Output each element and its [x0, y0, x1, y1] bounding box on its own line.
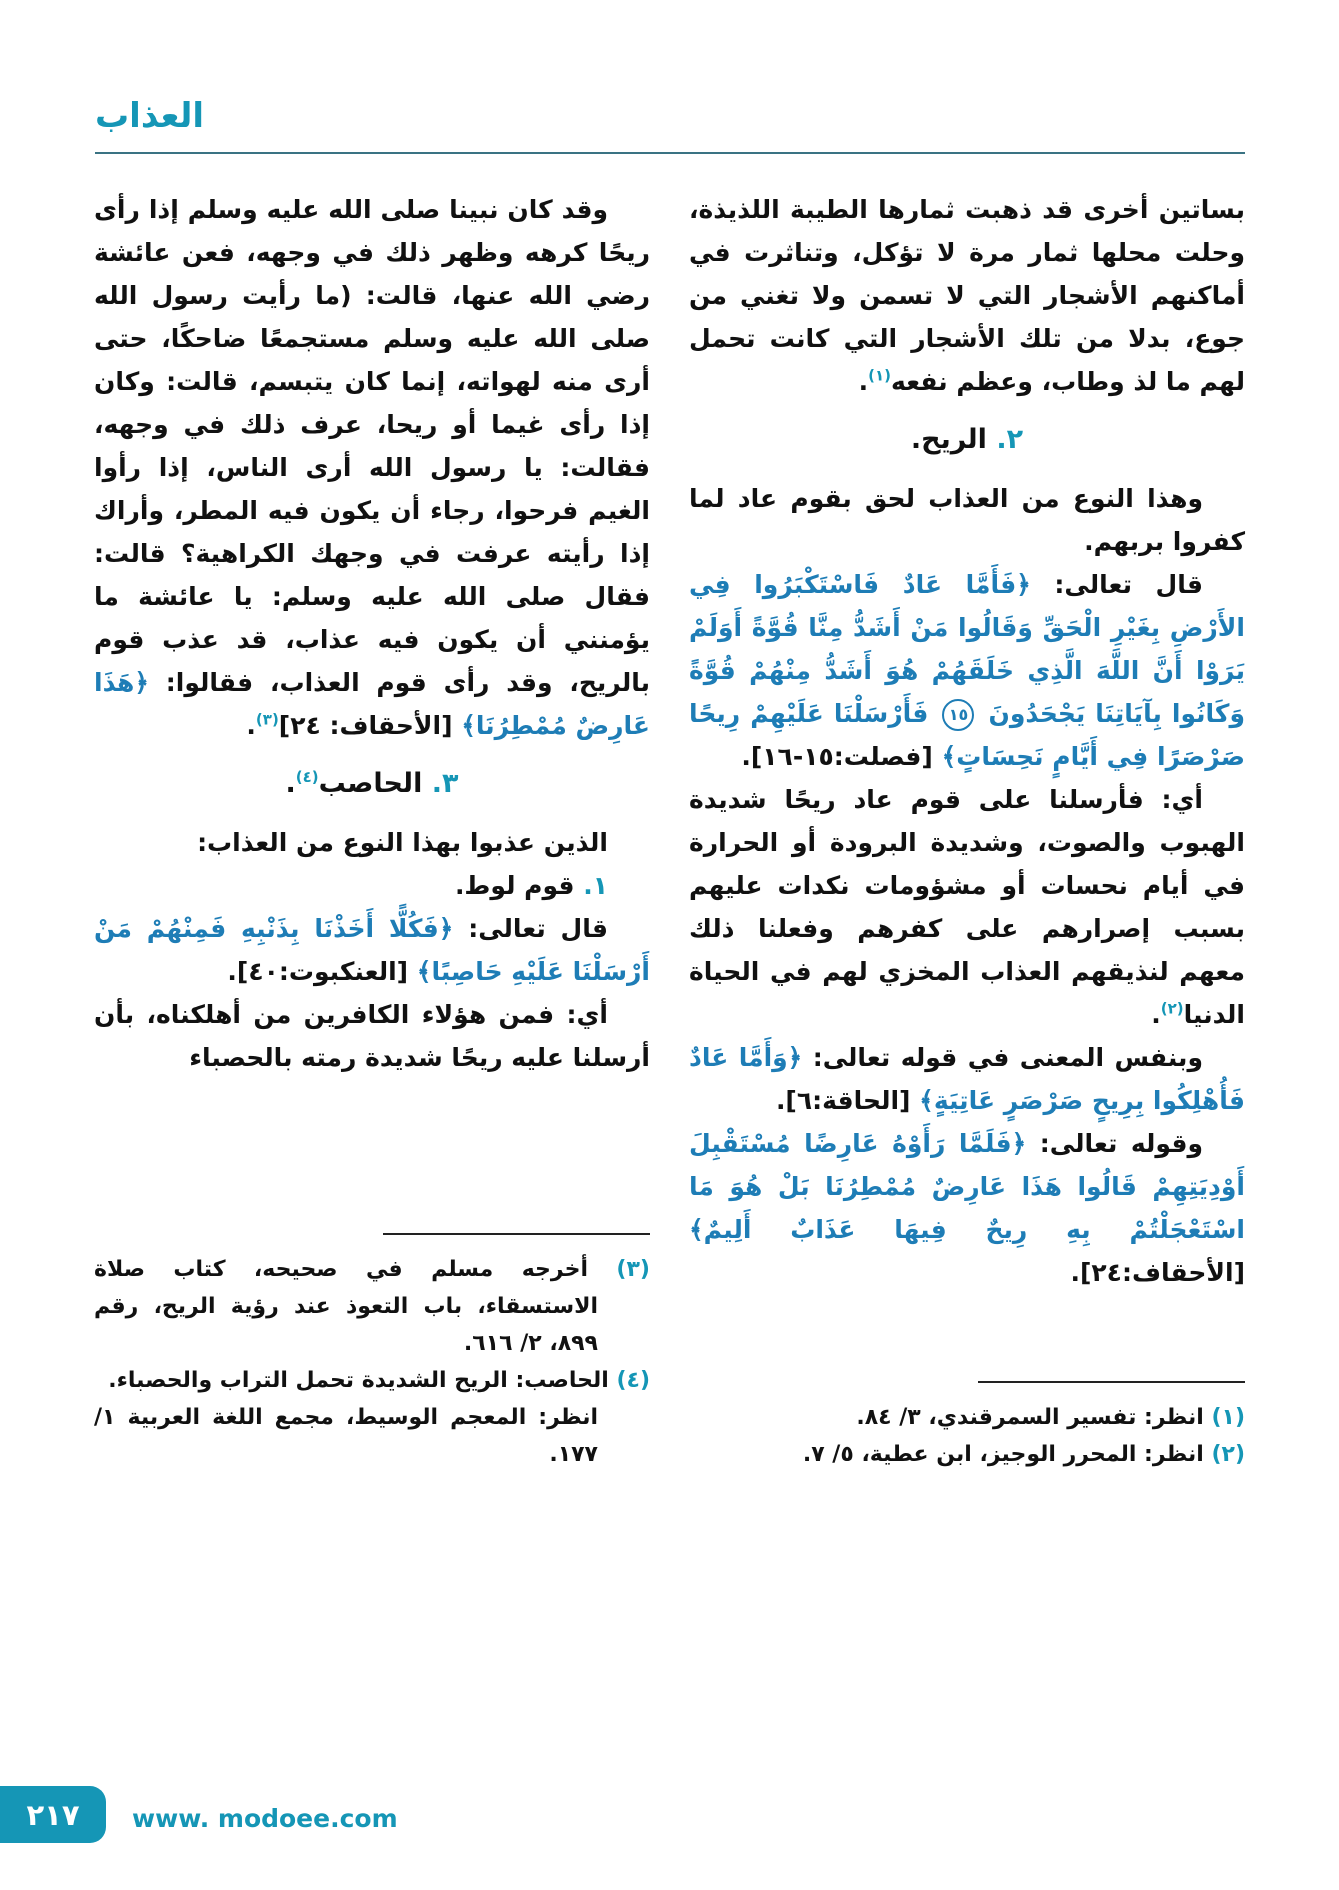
- body-text: أي: فأرسلنا على قوم عاد ريحًا شديدة الهبوب والصوت، وشديدة البرودة أو الحرارة في أيام نحسات أو مشؤومات نكدات عليهم بسبب إصرارهم على كفرهم وفعلنا ذلك معهم لنذيقهم العذاب المخزي لهم في الحياة الدنيا: [689, 785, 1245, 1029]
- body-text: وقوله تعالى:: [1026, 1129, 1203, 1158]
- column-left: [94, 188, 650, 1473]
- column-right: [689, 188, 1245, 1473]
- page-number-badge: [0, 1786, 106, 1843]
- quran-verse: ﴿وَأَمَّا عَادٌ فَأُهْلِكُوا بِرِيحٍ صَرْصَرٍ عَاتِيَةٍ﴾: [689, 1043, 1245, 1115]
- section-title-end: .: [285, 768, 296, 799]
- website-url: www. modoee.com: [132, 1804, 398, 1833]
- page-number: ٢١٧: [26, 1797, 80, 1832]
- body-text: قال تعالى:: [1030, 570, 1203, 599]
- quran-verse: ﴿فَلَمَّا رَأَوْهُ عَارِضًا مُسْتَقْبِلَ أَوْدِيَتِهِمْ قَالُوا هَذَا عَارِضٌ مُمْطِرُنَا بَلْ هُوَ مَا اسْتَعْجَلْتُمْ بِهِ رِيحٌ فِيهَا عَذَابٌ أَلِيمٌ﴾: [689, 1129, 1245, 1244]
- paragraph-hadith-aisha: [94, 188, 650, 747]
- footnote-1: [689, 1399, 1245, 1436]
- list-text: قوم لوط.: [454, 871, 584, 900]
- footnote-4: [94, 1362, 650, 1399]
- footnote-text: أخرجه مسلم في صحيحه، كتاب صلاة الاستسقاء، باب التعوذ عند رؤية الريح، رقم ٨٩٩، ٢/ ٦١٦.: [94, 1257, 598, 1356]
- header-rule: [95, 152, 1245, 154]
- verse-reference: [فصلت:١٥-١٦].: [741, 742, 942, 771]
- body-text: وقد كان نبينا صلى الله عليه وسلم إذا رأى ريحًا كرهه وظهر ذلك في وجهه، فعن عائشة رضي الله عنها، قالت: (ما رأيت رسول الله صلى الله عليه وسلم مستجمعًا ضاحكًا، حتى أرى منه لهواته، إنما كان يتبسم، قالت: وكان إذا رأى غيما أو ريحا، عرف ذلك في وجهه، فقالت: يا رسول الله أرى الناس، إذا رأوا الغيم فرحوا، رجاء أن يكون فيه المطر، وأراك إذا رأيته عرفت في وجهك الكراهية؟ قالت: فقال صلى الله عليه وسلم: يا عائشة ما يؤمنني أن يكون فيه عذاب، قد عذب قوم بالريح، وقد رأى قوم العذاب، فقالوا:: [94, 195, 650, 697]
- footnote-marker: (٢): [1211, 1442, 1245, 1467]
- footnote-marker: (٤): [616, 1368, 650, 1393]
- list-number: ١.: [583, 871, 608, 900]
- page-header-title: العذاب: [95, 96, 205, 136]
- paragraph-quran-ahqaf: [689, 1122, 1245, 1294]
- footnote-ref-4: (٤): [295, 768, 319, 786]
- section-heading-hasib: [94, 759, 650, 809]
- body-text: وبنفس المعنى في قوله تعالى:: [802, 1043, 1203, 1072]
- paragraph-orchards: [689, 188, 1245, 403]
- paragraph-quran-haqqah: [689, 1036, 1245, 1122]
- footnote-3: [94, 1251, 650, 1362]
- footnote-ref-2: (٢): [1160, 999, 1184, 1018]
- body-text: .: [1151, 1000, 1161, 1029]
- verse-reference: [الأحقاف: ٢٤]: [278, 711, 462, 740]
- footnote-marker: (٣): [616, 1257, 650, 1282]
- section-number: ٣.: [431, 768, 459, 799]
- paragraph-quran-ankabut: [94, 907, 650, 993]
- verse-reference: [الحاقة:٦].: [775, 1086, 920, 1115]
- section-title: الريح.: [910, 424, 997, 455]
- section-title: الحاصب: [318, 768, 432, 799]
- footnote-marker: (١): [1211, 1405, 1245, 1430]
- footnote-text: انظر: المحرر الوجيز، ابن عطية، ٥/ ٧.: [802, 1442, 1204, 1467]
- footnotes-section-left: [94, 1233, 650, 1473]
- paragraph-intro-wind: وهذا النوع من العذاب لحق بقوم عاد لما كفروا بربهم.: [689, 484, 1245, 556]
- paragraph-tafsir-hasib: أي: فمن هؤلاء الكافرين من أهلكناه، بأن أرسلنا عليه ريحًا شديدة رمته بالحصباء: [94, 1000, 650, 1072]
- paragraph-tafsir-wind: [689, 778, 1245, 1036]
- quran-verse: ﴿فَكُلًّا أَخَذْنَا بِذَنْبِهِ فَمِنْهُمْ مَنْ أَرْسَلْنَا عَلَيْهِ حَاصِبًا﴾: [94, 914, 650, 986]
- footnote-text: الحاصب: الريح الشديدة تحمل التراب والحصباء.: [108, 1368, 609, 1393]
- ayah-number-circle: ١٥: [942, 699, 974, 731]
- body-text: .: [858, 367, 869, 396]
- footnote-ref-1: (١): [868, 366, 891, 385]
- footnotes-section-right: [689, 1381, 1245, 1473]
- paragraph-quran-fussilat: [689, 563, 1245, 778]
- section-heading-wind: [689, 415, 1245, 465]
- verse-reference: [العنكبوت:٤٠].: [227, 957, 417, 986]
- footnote-text: انظر: تفسير السمرقندي، ٣/ ٨٤.: [856, 1405, 1204, 1430]
- body-text: بساتين أخرى قد ذهبت ثمارها الطيبة اللذيذة، وحلت محلها ثمار مرة لا تؤكل، وتناثرت في أماكنهم الأشجار التي لا تسمن ولا تغني من جوع، بدلا من تلك الأشجار التي كانت تحمل لهم ما لذ وطاب، وعظم نفعه: [689, 195, 1245, 396]
- footnote-4-continuation: انظر: المعجم الوسيط، مجمع اللغة العربية ١/ ١٧٧.: [94, 1405, 598, 1467]
- body-text: .: [246, 711, 256, 740]
- footnote-separator: [383, 1233, 650, 1235]
- paragraph-intro-hasib: الذين عذبوا بهذا النوع من العذاب:: [197, 828, 608, 857]
- section-number: ٢.: [996, 424, 1024, 455]
- quran-verse: [689, 570, 1245, 771]
- quran-verse-part-a: ﴿فَأَمَّا عَادٌ فَاسْتَكْبَرُوا فِي الأَرْضِ بِغَيْرِ الْحَقِّ وَقَالُوا مَنْ أَشَدُّ مِنَّا قُوَّةً أَوَلَمْ يَرَوْا أَنَّ اللَّهَ الَّذِي خَلَقَهُمْ هُوَ أَشَدُّ مِنْهُمْ قُوَّةً وَكَانُوا بِآيَاتِنَا يَجْحَدُونَ: [689, 570, 1245, 728]
- quran-verse-part-b: فَأَرْسَلْنَا عَلَيْهِمْ رِيحًا صَرْصَرًا فِي أَيَّامٍ نَحِسَاتٍ﴾: [689, 699, 1245, 771]
- footnote-ref-3: (٣): [255, 710, 279, 729]
- quran-verse: ﴿هَذَا عَارِضٌ مُمْطِرُنَا﴾: [94, 668, 650, 740]
- footnote-separator: [978, 1381, 1245, 1383]
- footnote-2: [689, 1436, 1245, 1473]
- verse-reference: [الأحقاف:٢٤].: [1070, 1258, 1245, 1287]
- list-item-qawm-lut: [94, 864, 650, 907]
- body-text: قال تعالى:: [453, 914, 608, 943]
